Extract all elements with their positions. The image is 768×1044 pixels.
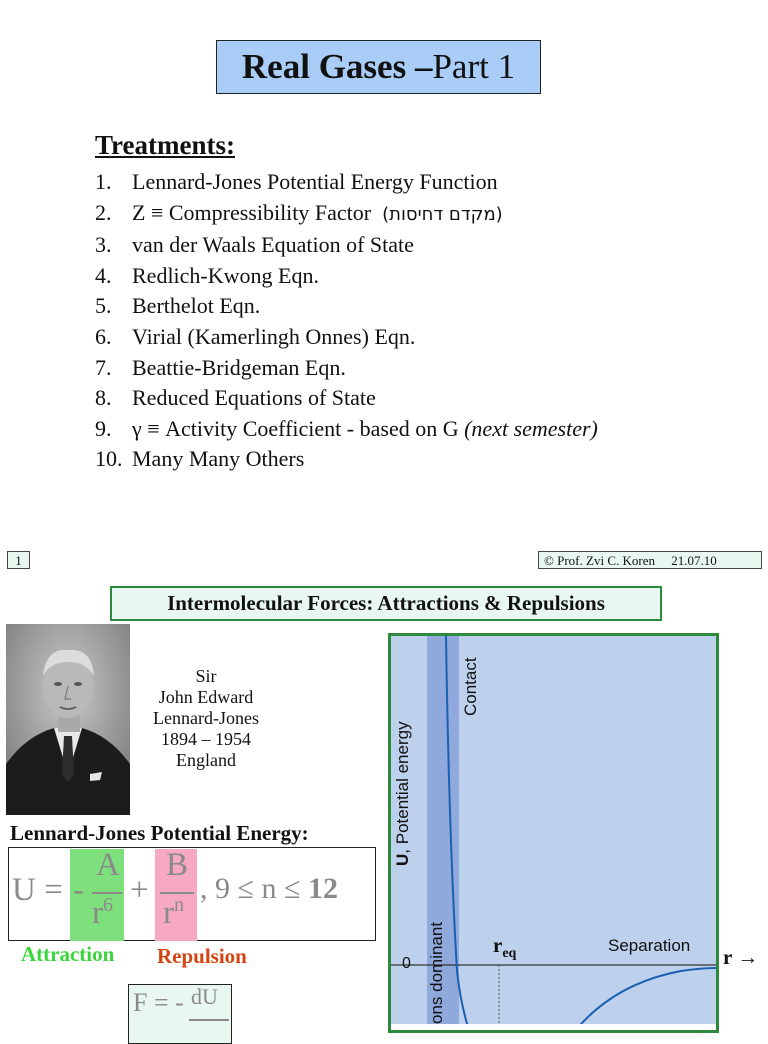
y-axis-text: , Potential energy [393,721,412,854]
treatment-item [95,444,598,475]
treatment-item [95,261,598,292]
bio-line: Sir [195,666,217,686]
item-number: 10. [95,446,123,472]
item-number: 6. [95,323,112,349]
item-text: Reduced Equations of State [132,385,376,411]
bio-text [140,666,272,771]
title-bold: Real Gases – [241,47,433,86]
item-number: 2. [95,199,112,225]
y-axis-label [393,721,413,866]
treatments-heading: Treatments: [95,130,235,160]
y-axis-symbol: U [393,853,412,866]
req-subscript: eq [502,946,517,962]
item-number: 1. [95,169,112,194]
attraction-label: Attraction [21,942,115,966]
contact-label: Contact [461,657,480,716]
bio-line: 1894 – 1954 [161,729,251,749]
separation-label: Separation [608,936,691,955]
item-text: Lennard-Jones Potential Energy Function [132,169,498,194]
copyright-footer [538,551,762,569]
treatment-list [95,167,598,475]
treatment-item [95,230,598,261]
req-symbol: r [493,933,503,957]
eq-minus: - [73,872,84,908]
item-note: (next semester) [464,415,598,441]
treatment-item [95,291,598,322]
zero-label: 0 [402,955,411,972]
force-equation [133,984,218,1018]
req-label [493,933,516,962]
item-number: 9. [95,415,112,441]
treatment-item [95,383,598,414]
range-max: 12 [307,872,338,905]
treatment-item [95,198,598,231]
item-text: Berthelot Eqn. [132,293,261,319]
eq-denominator-r6 [92,894,113,932]
treatment-item [95,414,598,445]
item-number: 3. [95,232,112,258]
item-number: 7. [95,354,112,380]
eq-denominator-rn [163,894,184,932]
page-number: 1 [7,551,30,569]
exponent: n [174,894,184,916]
r-symbol: r [92,895,103,931]
date-text: 21.07.10 [671,553,717,568]
eq-plus: + [130,872,149,908]
copyright-text: © Prof. Zvi C. Koren [544,553,655,568]
treatment-item [95,353,598,384]
eq-numerator-b: B [166,847,189,883]
portrait-image [6,624,130,815]
item-text: Z ≡ Compressibility Factor [132,199,372,225]
bio-line: John Edward [158,687,254,707]
eq-numerator-a: A [96,847,120,883]
r-axis-label: r → [723,945,759,969]
range-text: , 9 ≤ n ≤ [200,872,301,905]
bio-line: Lennard-Jones [153,708,259,728]
exponent: 6 [103,894,113,916]
title-part: Part 1 [432,47,516,86]
item-number: 5. [95,293,112,319]
treatment-item [95,322,598,353]
force-fraction-bar [189,1019,229,1021]
item-number: 4. [95,262,112,288]
item-text: Virial (Kamerlingh Onnes) Eqn. [132,323,416,349]
item-text: Redlich-Kwong Eqn. [132,262,319,288]
eq-lhs: U = [12,872,63,908]
lj-heading: Lennard-Jones Potential Energy: [10,821,309,845]
treatment-item [95,167,598,198]
repulsion-label: Repulsion [157,944,247,968]
r-symbol: r [163,895,174,931]
item-text: van der Waals Equation of State [132,232,414,258]
slide-title [216,40,541,94]
bio-line: England [176,750,236,770]
item-text: γ ≡ Activity Coefficient - based on G [132,415,459,441]
item-number: 8. [95,385,112,411]
repulsions-dominant-label: ons dominant [427,921,446,1024]
item-text: Beattie-Bridgeman Eqn. [132,354,346,380]
item-text: Many Many Others [132,446,305,472]
section-title: Intermolecular Forces: Attractions & Repulsions [110,586,662,621]
eq-range [200,872,338,906]
force-lhs: F = - [133,988,184,1017]
force-numerator: dU [191,984,218,1009]
hebrew-translation: (מקדם דחיסות) [382,203,503,225]
